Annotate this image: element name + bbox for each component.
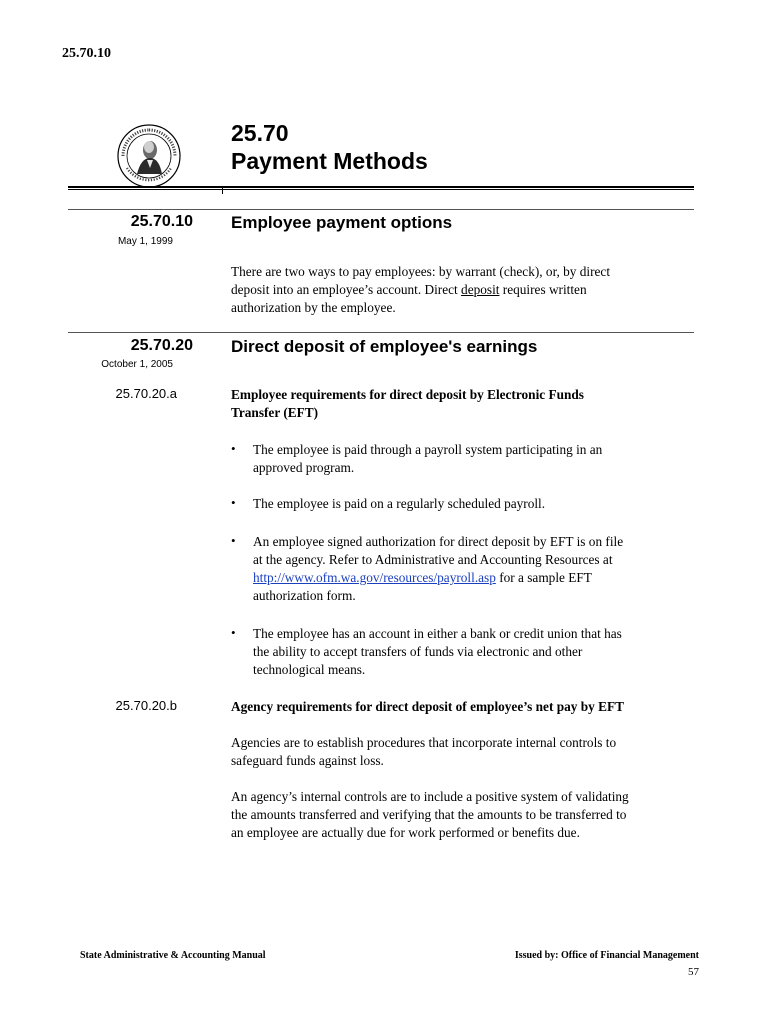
section-title: Direct deposit of employee's earnings <box>231 337 538 356</box>
bullet-icon: • <box>231 495 236 510</box>
section-divider <box>68 332 694 333</box>
bullet-line: at the agency. Refer to Administrative and Accounting Resources at <box>253 552 613 567</box>
paragraph-line <box>231 281 693 299</box>
subsection-heading: Agency requirements for direct deposit of employee’s net pay by EFT <box>231 699 624 714</box>
section-paragraph <box>231 788 693 842</box>
bullet-icon: • <box>231 533 236 548</box>
paragraph-line: Agencies are to establish procedures that incorporate internal controls to <box>231 735 617 750</box>
section-number: 25.70.10 <box>130 213 193 230</box>
section-title: Employee payment options <box>231 213 453 232</box>
page-reference: 25.70.10 <box>62 46 111 61</box>
payroll-resources-link[interactable]: http://www.ofm.wa.gov/resources/payroll.asp <box>253 570 496 585</box>
bullet-line: The employee is paid on a regularly scheduled payroll. <box>253 496 546 511</box>
subsection-number: 25.70.20.a <box>115 386 177 401</box>
footer-page-number: 57 <box>688 966 699 978</box>
header-rule <box>68 186 694 188</box>
underlined-word: deposit <box>461 282 500 297</box>
heading-line: Transfer (EFT) <box>231 405 319 420</box>
section-divider <box>68 209 694 210</box>
paragraph-text: requires written <box>499 282 587 297</box>
bullet-line: approved program. <box>253 460 355 475</box>
section-date: May 1, 1999 <box>117 236 173 247</box>
washington-state-seal-icon <box>117 124 181 188</box>
heading-line: Employee requirements for direct deposit by Electronic Funds <box>231 387 584 402</box>
bullet-line: the ability to accept transfers of funds via electronic and other <box>253 644 583 659</box>
paragraph-text: deposit into an employee’s account. Direct <box>231 282 462 297</box>
bullet-line <box>253 569 693 587</box>
subsection-number: 25.70.20.b <box>115 698 177 713</box>
bullet-line: An employee signed authorization for direct deposit by EFT is on file <box>253 534 624 549</box>
footer-issued-by: Issued by: Office of Financial Management <box>514 950 699 961</box>
bullet-line: The employee has an account in either a bank or credit union that has <box>253 626 622 641</box>
bullet-line: authorization form. <box>253 588 356 603</box>
section-paragraph <box>231 734 693 770</box>
bullet-item <box>253 625 693 679</box>
bullet-line: technological means. <box>253 662 366 677</box>
section-date: October 1, 2005 <box>101 359 173 370</box>
section-paragraph <box>231 263 693 317</box>
subsection-heading <box>231 386 693 422</box>
header-rule-lower <box>68 189 694 190</box>
paragraph-line: authorization by the employee. <box>231 300 396 315</box>
bullet-icon: • <box>231 625 236 640</box>
bullet-text: for a sample EFT <box>495 570 592 585</box>
section-number: 25.70.20 <box>130 337 193 354</box>
bullet-icon: • <box>231 441 236 456</box>
chapter-number: 25.70 <box>231 120 289 146</box>
paragraph-line: an employee are actually due for work performed or benefits due. <box>231 825 580 840</box>
paragraph-line: safeguard funds against loss. <box>231 753 384 768</box>
paragraph-line: the amounts transferred and verifying that the amounts to be transferred to <box>231 807 627 822</box>
header-rule-tick <box>222 186 223 194</box>
paragraph-line: An agency’s internal controls are to include a positive system of validating <box>231 789 629 804</box>
bullet-item <box>253 533 693 605</box>
bullet-item <box>253 495 693 513</box>
bullet-item <box>253 441 693 477</box>
footer-manual-name: State Administrative & Accounting Manual <box>80 950 266 961</box>
chapter-title: Payment Methods <box>231 148 428 174</box>
paragraph-line: There are two ways to pay employees: by warrant (check), or, by direct <box>231 264 611 279</box>
bullet-line: The employee is paid through a payroll system participating in an <box>253 442 603 457</box>
